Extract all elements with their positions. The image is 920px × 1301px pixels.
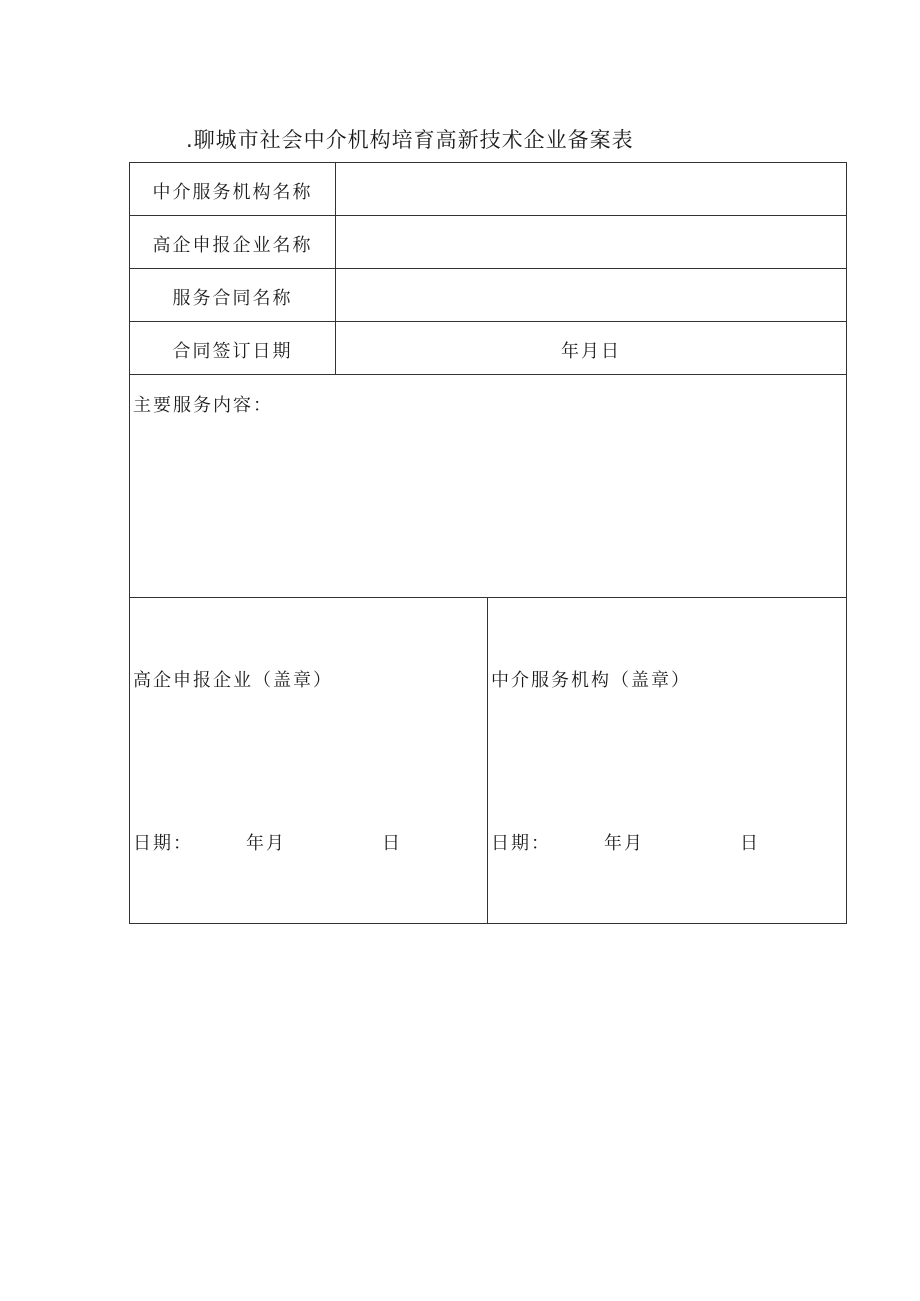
service-content-label: 主要服务内容： <box>133 395 273 416</box>
contract-name-field[interactable] <box>336 269 846 321</box>
enterprise-name-field[interactable] <box>336 216 846 268</box>
agency-name-label: 中介服务机构名称 <box>152 182 313 203</box>
row-divider <box>129 374 847 375</box>
enterprise-date-day: 日 <box>382 833 402 854</box>
seal-column-divider <box>487 597 488 924</box>
row-divider <box>129 321 847 322</box>
table-border-right <box>846 162 847 924</box>
row-divider <box>129 597 847 598</box>
table-border-bottom <box>129 923 847 924</box>
enterprise-seal-label: 高企申报企业（盖章） <box>133 670 333 691</box>
agency-date-year-month: 年月 <box>604 833 644 854</box>
contract-name-label: 服务合同名称 <box>172 288 293 309</box>
enterprise-date-label: 日期： <box>133 833 193 854</box>
agency-seal-label: 中介服务机构（盖章） <box>491 670 691 691</box>
agency-name-field[interactable] <box>336 163 846 215</box>
service-content-field[interactable] <box>130 418 846 596</box>
enterprise-name-label: 高企申报企业名称 <box>152 235 313 256</box>
document-title: .聊城市社会中介机构培育高新技术企业备案表 <box>186 128 634 152</box>
agency-date-day: 日 <box>740 833 760 854</box>
contract-date-label: 合同签订日期 <box>172 341 293 362</box>
agency-date-label: 日期： <box>491 833 551 854</box>
enterprise-date-year-month: 年月 <box>246 833 286 854</box>
contract-date-value[interactable]: 年月日 <box>561 341 621 362</box>
